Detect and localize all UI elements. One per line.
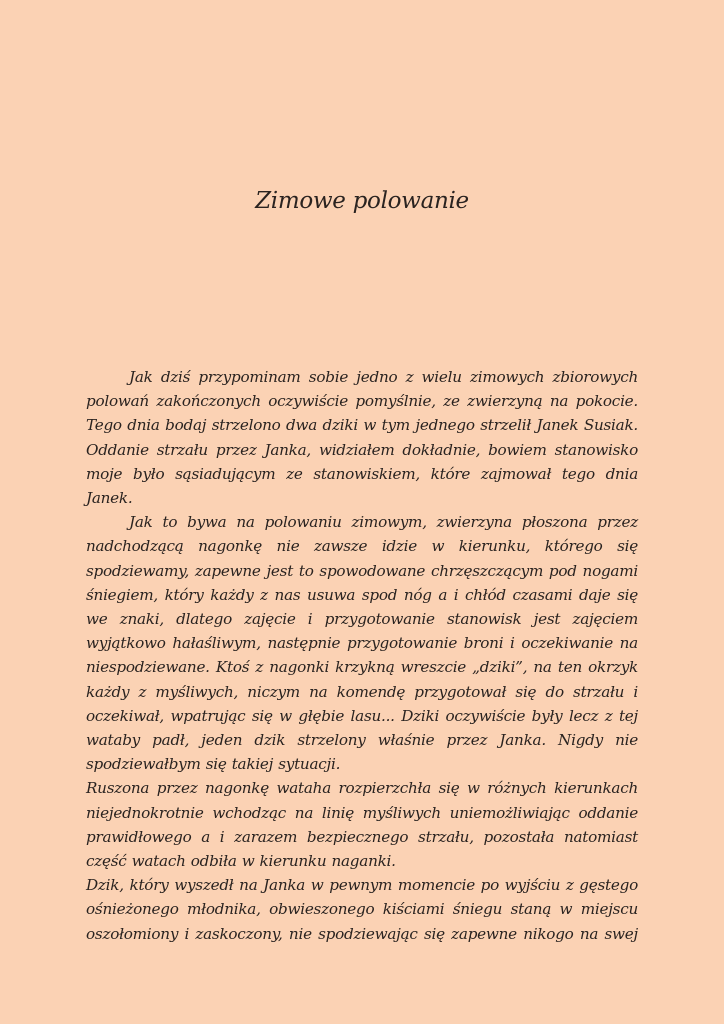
paragraph-2: Jak to bywa na polowaniu zimowym, zwierzyna płoszona przez nadchodzącą nagonkę nie zawsze idzie w kierunku, którego się spodziewamy, zapewne jest to spowodowane chrzęszczącym pod nogami śniegiem, który każdy z nas usuwa spod nóg a i chłód czasami daje się we znaki, dlatego zajęcie i przygotowanie stanowisk jest zajęciem wyjątkowo hałaśliwym, następnie przygotowanie broni i oczekiwanie na niespodziewane. Ktoś z nagonki krzykną wreszcie „dziki”, na ten okrzyk każdy z myśliwych, niczym na komendę przygotował się do strzału i oczekiwał, wpatrując się w głębie lasu... Dziki oczywiście były lecz z tej wataby padł, jeden dzik strzelony właśnie przez Janka. Nigdy nie spodziewałbym się takiej sytuacji. [86,513,638,774]
body-text [86,365,638,946]
paragraph-4: Dzik, który wyszedł na Janka w pewnym momencie po wyjściu z gęstego ośnieżonego młodnika, obwieszonego kiściami śniegu staną w miejscu oszołomiony i zaskoczony, nie spodziewając się zapewne nikogo na swej [86,876,638,943]
paragraph-3: Ruszona przez nagonkę wataha rozpierzchła się w różnych kierunkach niejednokrotnie wchodząc na linię myśliwych uniemożliwiając oddanie prawidłowego a i zarazem bezpiecznego strzału, pozostała natomiast część watach odbiła w kierunku naganki. [86,779,638,871]
paragraph-1: Jak dziś przypominam sobie jedno z wielu zimowych zbiorowych polowań zakończonych oczywiście pomyślnie, ze zwierzyną na pokocie. Tego dnia bodaj strzelono dwa dziki w tym jednego strzelił Janek Susiak. Oddanie strzału przez Janka, widziałem dokładnie, bowiem stanowisko moje było sąsiadującym ze stanowiskiem, które zajmował tego dnia Janek. [86,368,638,508]
page-title: Zimowe polowanie [255,188,469,214]
